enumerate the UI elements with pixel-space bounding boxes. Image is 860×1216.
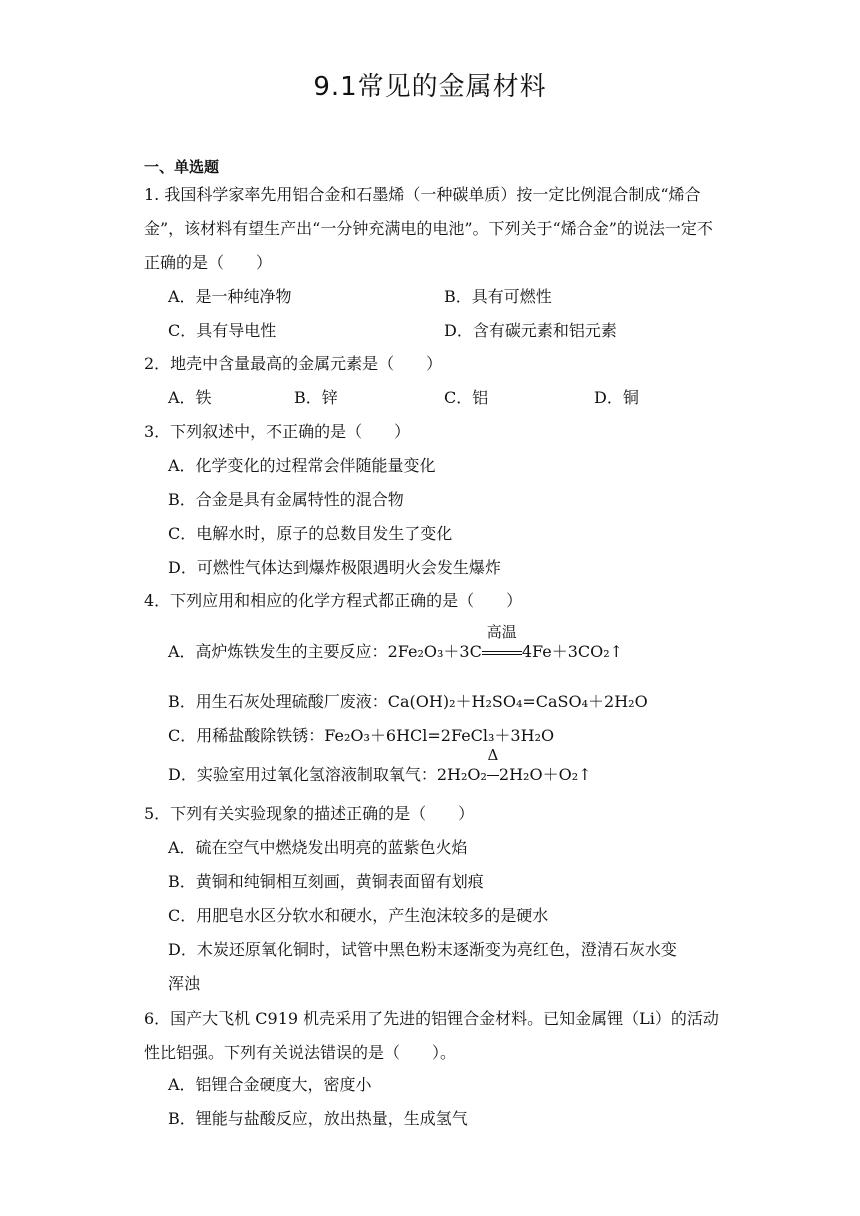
- q5-option-d-line1: D．木炭还原氧化铜时，试管中黑色粉末逐渐变为亮红色，澄清石灰水变: [168, 940, 677, 959]
- section-heading: 一、单选题: [144, 158, 220, 176]
- q4-a-equals-sign: [482, 623, 522, 663]
- q4-a-products: 4Fe＋3CO₂↑: [521, 642, 624, 661]
- question-6-stem: 6．国产大飞机 C919 机壳采用了先进的铝锂合金材料。已知金属锂（Li）的活动性比铝强。下列有关说法错误的是（ ）。: [144, 1009, 719, 1062]
- q4-d-products: 2H₂O＋O₂↑: [498, 765, 592, 784]
- page-title: 9.1常见的金属材料: [313, 72, 547, 102]
- q4-option-a-text: A．高炉炼铁发生的主要反应：: [168, 642, 388, 661]
- question-1-stem: 1. 我国科学家率先用铝合金和石墨烯（一种碳单质）按一定比例混合制成“烯合金”，该材料有望生产出“一分钟充满电的电池”。下列关于“烯合金”的说法一定不正确的是（ ）: [144, 185, 713, 272]
- q3-option-b: B．合金是具有金属特性的混合物: [168, 490, 404, 509]
- q4-option-a: [168, 623, 624, 663]
- q5-option-b: B．黄铜和纯铜相互刻画，黄铜表面留有划痕: [168, 872, 484, 891]
- q4-d-reactants: 2H₂O₂: [436, 765, 487, 784]
- q2-option-a: A．铁: [168, 388, 212, 407]
- q2-option-c: C．铝: [444, 388, 489, 407]
- q3-option-d: D．可燃性气体达到爆炸极限遇明火会发生爆炸: [168, 558, 501, 577]
- q2-option-d: D．铜: [594, 388, 639, 407]
- q5-option-c: C．用肥皂水区分软水和硬水，产生泡沫较多的是硬水: [168, 906, 549, 925]
- q2-option-b: B．锌: [294, 388, 338, 407]
- q4-a-condition: 高温: [486, 623, 517, 641]
- q4-d-condition: Δ: [487, 746, 499, 764]
- q5-option-d-line2: 浑浊: [168, 974, 201, 993]
- q4-d-equals-sign: [487, 746, 499, 786]
- q4-option-b: B．用生石灰处理硫酸厂废液：Ca(OH)₂＋H₂SO₄=CaSO₄＋2H₂O: [168, 692, 648, 711]
- q4-a-reactants: 2Fe₂O₃＋3C: [387, 642, 482, 661]
- q6-option-a: A．铝锂合金硬度大，密度小: [168, 1075, 372, 1094]
- q5-option-a: A．硫在空气中燃烧发出明亮的蓝紫色火焰: [168, 838, 468, 857]
- question-5-stem: 5．下列有关实验现象的描述正确的是（ ）: [144, 804, 475, 823]
- q3-option-a: A．化学变化的过程常会伴随能量变化: [168, 456, 436, 475]
- q1-option-c: C．具有导电性: [168, 321, 277, 340]
- question-3-stem: 3．下列叙述中，不正确的是（ ）: [144, 422, 411, 441]
- q6-option-b: B．锂能与盐酸反应，放出热量，生成氢气: [168, 1109, 468, 1128]
- question-2-stem: 2．地壳中含量最高的金属元素是（ ）: [144, 354, 443, 373]
- q4-option-d: [168, 746, 592, 786]
- q4-option-d-text: D．实验室用过氧化氢溶液制取氧气：: [168, 765, 437, 784]
- question-4-stem: 4．下列应用和相应的化学方程式都正确的是（ ）: [144, 591, 523, 610]
- q1-option-d: D．含有碳元素和铝元素: [444, 321, 617, 340]
- q1-option-a: A．是一种纯净物: [168, 287, 292, 306]
- q4-option-c: C．用稀盐酸除铁锈：Fe₂O₃＋6HCl=2FeCl₃＋3H₂O: [168, 726, 555, 745]
- q3-option-c: C．电解水时，原子的总数目发生了变化: [168, 524, 453, 543]
- q1-option-b: B．具有可燃性: [444, 287, 552, 306]
